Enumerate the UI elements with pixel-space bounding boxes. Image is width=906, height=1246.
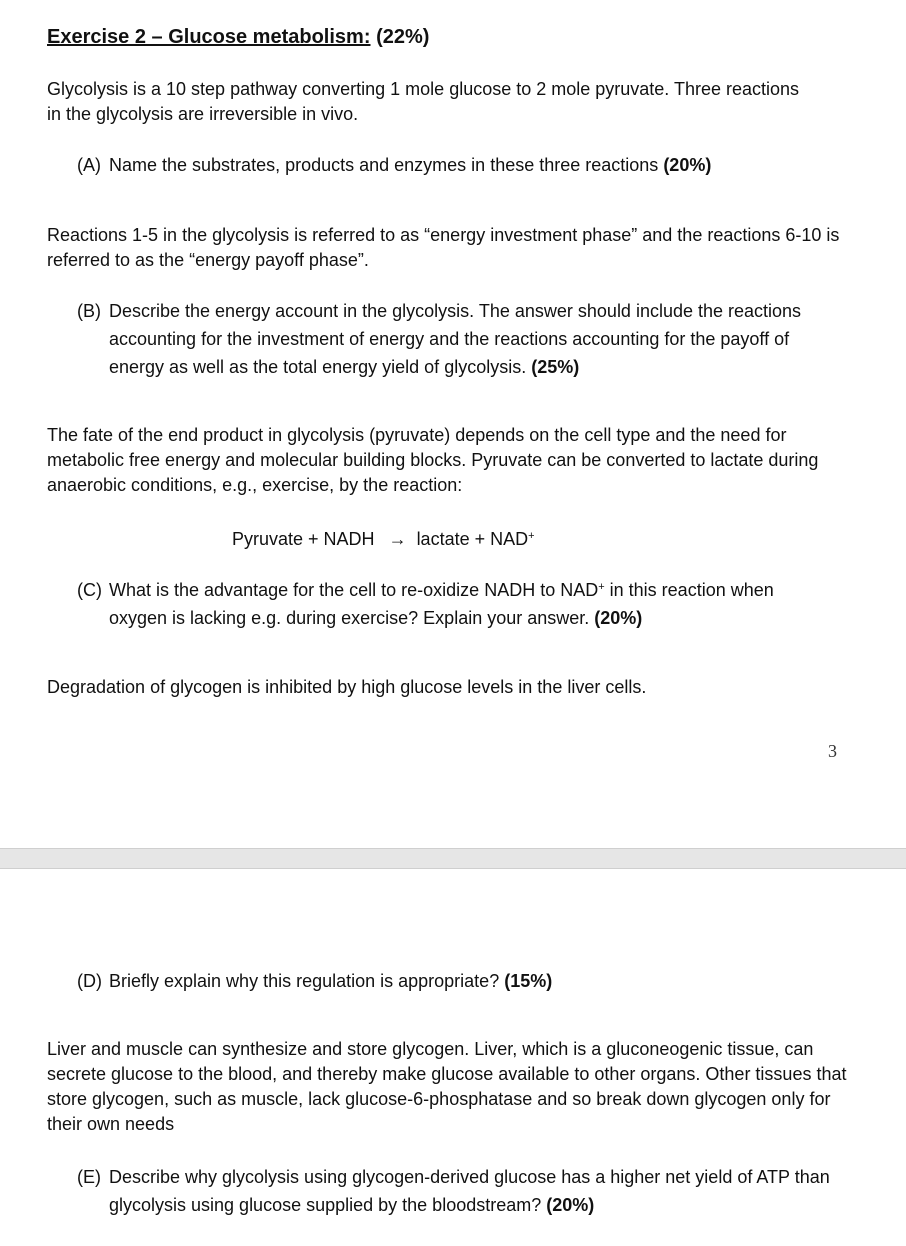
question-d-prompt: Briefly explain why this regulation is appropriate?	[109, 971, 500, 991]
question-e-prompt: Describe why glycolysis using glycogen-derived glucose has a higher net yield of ATP than glycolysis using glucose supplied by the bloodstream?	[109, 1167, 830, 1215]
page-separator	[0, 848, 906, 869]
question-e	[77, 1163, 837, 1219]
question-d	[77, 967, 837, 995]
document-page-2	[0, 869, 906, 1246]
question-a	[77, 151, 837, 179]
question-c-prompt-start: What is the advantage for the cell to re-oxidize NADH to NAD	[109, 580, 599, 600]
question-d-text	[77, 967, 837, 995]
reaction-products-charge: +	[528, 530, 535, 542]
exercise-title-text: Exercise 2 – Glucose metabolism:	[47, 26, 371, 48]
liver-muscle-paragraph: Liver and muscle can synthesize and store glycogen. Liver, which is a gluconeogenic tissue, can secrete glucose to the blood, and thereby make glucose available to other organs. Other tissues that store glycogen, such as muscle, lack glucose-6-phosphatase and so break down glycogen only for their own needs	[47, 1039, 847, 1134]
question-a-points: (20%)	[663, 155, 712, 175]
exercise-title	[47, 24, 847, 50]
question-d-label: (D)	[77, 971, 102, 991]
question-b	[77, 297, 837, 381]
lactate-reaction-equation	[232, 527, 535, 552]
pyruvate-paragraph: The fate of the end product in glycolysis (pyruvate) depends on the cell type and the need for metabolic free energy and molecular building blocks. Pyruvate can be converted to lactate during anaerobic conditions, e.g., exercise, by the reaction:	[47, 425, 819, 495]
reaction-reactants: Pyruvate + NADH	[232, 529, 375, 549]
question-c-label: (C)	[77, 580, 102, 600]
question-c	[77, 576, 837, 632]
question-c-points: (20%)	[594, 608, 643, 628]
question-c-charge: +	[598, 581, 605, 593]
question-b-prompt: Describe the energy account in the glycolysis. The answer should include the reactions accounting for the investment of energy and the reactions accounting for the payoff of energy as well as the total energy yield of glycolysis.	[109, 301, 802, 377]
question-c-text	[77, 576, 831, 632]
question-e-points: (20%)	[546, 1195, 595, 1215]
glycogen-paragraph: Degradation of glycogen is inhibited by high glucose levels in the liver cells.	[47, 677, 647, 697]
question-b-text	[77, 297, 831, 381]
question-c-prompt-end: in this reaction when oxygen is lacking e.g. during exercise? Explain your answer.	[109, 580, 774, 628]
question-a-prompt: Name the substrates, products and enzymes in these three reactions	[109, 155, 659, 175]
question-e-text	[77, 1163, 831, 1219]
question-b-points: (25%)	[531, 357, 580, 377]
exercise-weight: (22%)	[376, 26, 430, 48]
phases-paragraph: Reactions 1-5 in the glycolysis is referred to as “energy investment phase” and the reactions 6-10 is referred to as the “energy payoff phase”.	[47, 225, 840, 270]
question-d-points: (15%)	[504, 971, 553, 991]
question-a-text	[77, 151, 837, 179]
glycolysis-intro-paragraph: Glycolysis is a 10 step pathway converting 1 mole glucose to 2 mole pyruvate. Three reactions in the glycolysis are irreversible in vivo.	[47, 79, 800, 124]
question-a-label: (A)	[77, 155, 101, 175]
reaction-arrow-icon: →	[388, 529, 407, 549]
question-b-label: (B)	[77, 301, 101, 321]
question-e-label: (E)	[77, 1167, 101, 1187]
page-number: 3	[828, 741, 837, 761]
reaction-products: lactate + NAD	[416, 529, 529, 549]
